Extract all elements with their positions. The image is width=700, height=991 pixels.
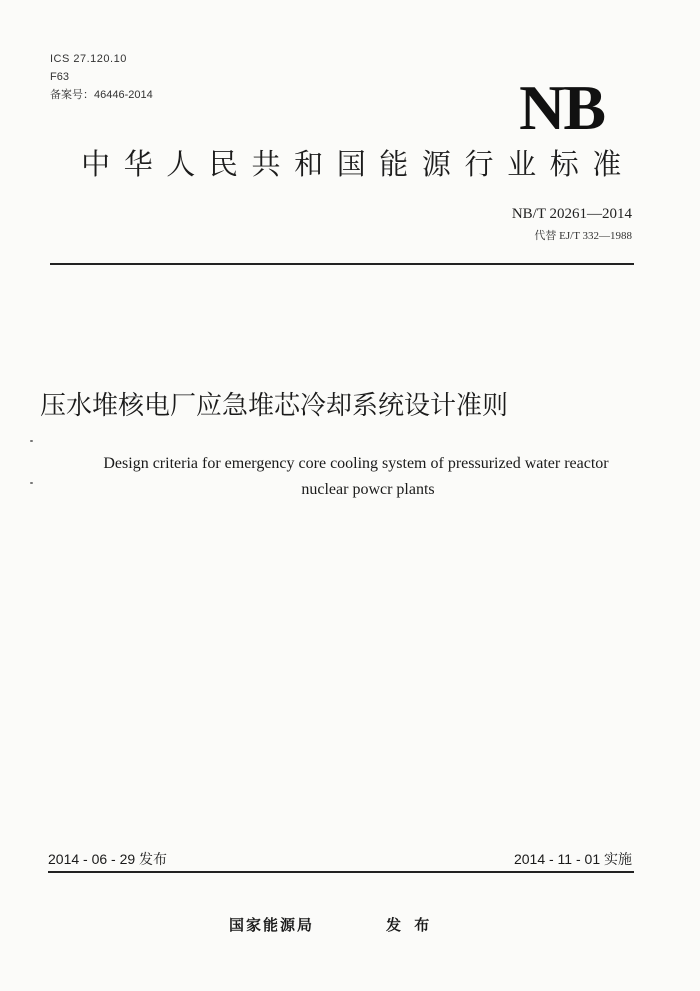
document-title-english-line1: Design criteria for emergency core cooling system of pressurized water reactor	[103, 455, 609, 472]
standard-number: NB/T 20261—2014	[511, 206, 632, 222]
publisher-name: 国家能源局	[229, 916, 315, 934]
replaces-standard: 代替 EJ/T 332—1988	[534, 230, 632, 242]
ccs-code: F63	[50, 71, 69, 83]
issue-date: 2014 - 06 - 29 发布	[48, 851, 168, 867]
scan-speck	[30, 440, 33, 442]
nb-logo: NB	[519, 72, 604, 143]
document-title-english-line2: nuclear powcr plants	[301, 481, 435, 498]
header-divider	[50, 263, 634, 265]
publish-label: 发 布	[386, 916, 434, 934]
implementation-date: 2014 - 11 - 01 实施	[513, 851, 632, 867]
ics-code: ICS 27.120.10	[50, 53, 127, 65]
standard-category-heading: 中华人民共和国能源行业标准	[81, 147, 635, 181]
document-title-chinese: 压水堆核电厂应急堆芯冷却系统设计准则	[40, 391, 509, 421]
scan-speck	[30, 482, 33, 484]
filing-number: 备案号：46446-2014	[50, 89, 153, 101]
footer-divider	[48, 871, 634, 873]
